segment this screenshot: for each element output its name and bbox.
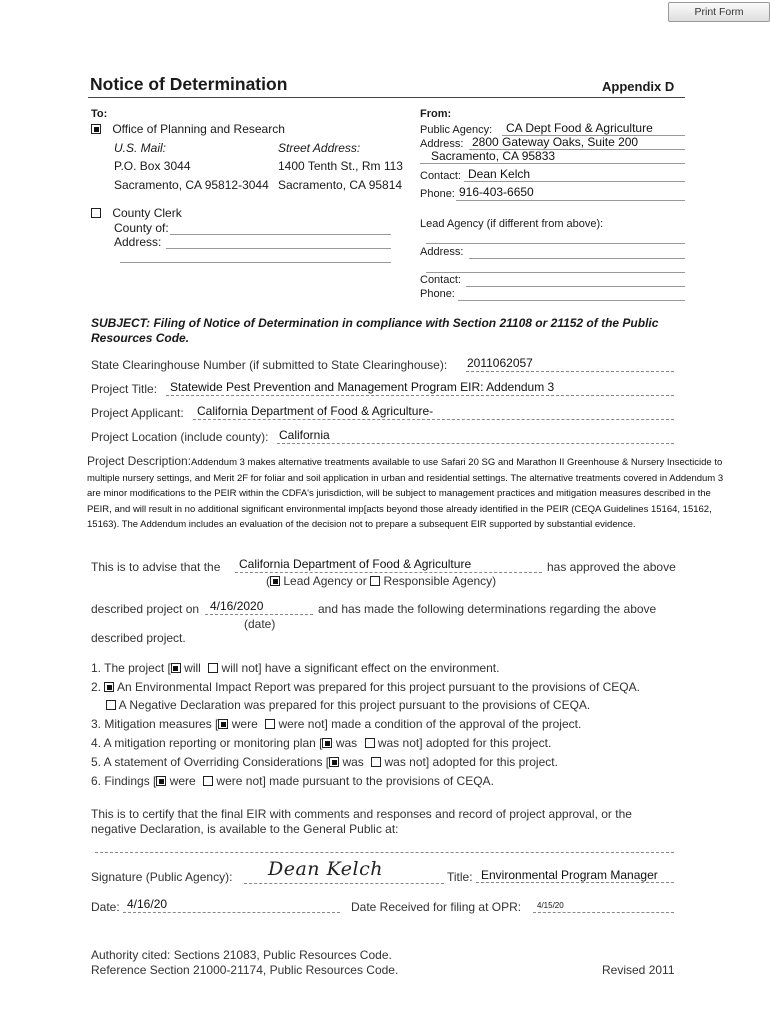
project-title-field[interactable] xyxy=(166,395,674,396)
lead-agency-label: Lead Agency (if different from above): xyxy=(420,218,604,230)
lead-address-label: Address: xyxy=(420,246,464,258)
public-agency-value: CA Dept Food & Agriculture xyxy=(506,121,653,135)
d4-prefix: 4. A mitigation reporting or monitoring plan [ xyxy=(91,736,323,750)
title-value: Environmental Program Manager xyxy=(481,868,658,882)
lead-contact-field[interactable] xyxy=(466,286,685,287)
lead-contact-label: Contact: xyxy=(420,274,461,286)
sch-field[interactable] xyxy=(466,371,674,372)
responsible-agency-checkbox[interactable] xyxy=(370,576,380,586)
opr-street-line2: Sacramento, CA 95814 xyxy=(278,178,403,192)
from-address-label: Address: xyxy=(420,138,464,150)
project-title-label: Project Title: xyxy=(91,382,158,396)
phone-label: Phone: xyxy=(420,188,455,200)
determination-2 xyxy=(91,680,640,694)
d5-was-checkbox[interactable] xyxy=(329,757,339,767)
determination-2b xyxy=(106,698,590,712)
d4-was-not-label: was not] adopted for this project. xyxy=(377,736,552,750)
project-applicant-field[interactable] xyxy=(193,419,674,420)
signature-field[interactable] xyxy=(244,883,444,884)
received-value: 4/15/20 xyxy=(537,901,564,910)
contact-field[interactable] xyxy=(464,181,685,182)
determination-4 xyxy=(91,736,551,750)
opr-mail-line2: Sacramento, CA 95812-3044 xyxy=(114,178,269,192)
approval-date-value: 4/16/2020 xyxy=(210,599,264,613)
d4-was-checkbox[interactable] xyxy=(322,738,332,748)
determination-1 xyxy=(91,661,499,675)
county-clerk-label: County Clerk xyxy=(112,206,182,220)
phone-value: 916-403-6650 xyxy=(459,185,534,199)
responsible-agency-option-label: Responsible Agency) xyxy=(383,574,497,588)
agency-role-line xyxy=(266,574,496,588)
d2-eir-label: An Environmental Impact Report was prepared for this project pursuant to the provisions of CEQA. xyxy=(117,680,640,694)
county-of-label: County of: xyxy=(114,221,169,235)
advise-agency-value: California Department of Food & Agriculture xyxy=(239,557,472,571)
approval-date-caption: (date) xyxy=(244,617,276,631)
opr-label: Office of Planning and Research xyxy=(112,122,285,136)
opr-checkbox[interactable] xyxy=(91,124,101,134)
paren-open: ( xyxy=(266,574,270,588)
contact-value: Dean Kelch xyxy=(468,167,531,181)
from-address-line1: 2800 Gateway Oaks, Suite 200 xyxy=(472,135,639,149)
d6-were-not-checkbox[interactable] xyxy=(203,776,213,786)
d5-prefix: 5. A statement of Overriding Considerations [ xyxy=(91,755,330,769)
public-agency-label: Public Agency: xyxy=(420,124,493,136)
advise-suffix: has approved the above xyxy=(547,560,676,574)
subject-line2: Resources Code. xyxy=(91,331,190,345)
d4-was-label: was xyxy=(335,736,358,750)
lead-address-field[interactable] xyxy=(469,258,685,259)
project-description-value: Addendum 3 makes alternative treatments available to use Safari 20 SG and Marathon II Greenhouse & Nursery Insecticide to multiple nursery settings, and Merit 2F for foliar and soil application in urban and residential settings. The alternative treatments covered in Addendum 3 are minor modifications to the PEIR within the CDFA's jurisdiction, will be subject to management practices and mitigation measures described in the PEIR, and will result in no additional significant environmental imp[acts beyond those already identified in the PEIR (CEQA Guidelines 15164, 15162, 15163). The Addendum includes an evaluation of the decision not to prepare a subsequent EIR supported by substantial evidence. xyxy=(87,457,724,530)
advise-prefix: This is to advise that the xyxy=(91,560,221,574)
reference-section: Reference Section 21000-21174, Public Resources Code. xyxy=(91,963,399,977)
approval-date-field[interactable] xyxy=(205,614,313,615)
project-applicant-label: Project Applicant: xyxy=(91,406,184,420)
lead-agency-field[interactable] xyxy=(426,243,685,244)
project-location-label: Project Location (include county): xyxy=(91,430,269,444)
d3-prefix: 3. Mitigation measures [ xyxy=(91,717,219,731)
described-suffix: and has made the following determinations regarding the above xyxy=(318,602,657,616)
d6-were-checkbox[interactable] xyxy=(156,776,166,786)
print-form-button[interactable]: Print Form xyxy=(668,2,770,22)
page-title: Notice of Determination xyxy=(90,74,288,94)
project-applicant-value: California Department of Food & Agriculture- xyxy=(197,404,434,418)
street-address-label: Street Address: xyxy=(278,141,361,155)
advise-agency-field[interactable] xyxy=(235,572,542,573)
d1-will-label: will xyxy=(184,661,201,675)
us-mail-label: U.S. Mail: xyxy=(114,141,167,155)
project-description-label: Project Description: xyxy=(87,454,192,468)
from-address-line2: Sacramento, CA 95833 xyxy=(431,149,556,163)
d6-were-label: were xyxy=(169,774,196,788)
d2-negdec-label: A Negative Declaration was prepared for this project pursuant to the provisions of CEQA. xyxy=(118,698,591,712)
d3-were-not-checkbox[interactable] xyxy=(265,719,275,729)
certify-line1: This is to certify that the final EIR with comments and responses and record of project approval, or the xyxy=(91,807,632,821)
from-address-field-2[interactable] xyxy=(420,163,685,164)
project-location-value: California xyxy=(279,428,330,442)
determination-6 xyxy=(91,774,494,788)
certify-line2: negative Declaration, is available to the General Public at: xyxy=(91,822,399,836)
lead-agency-option-label: Lead Agency or xyxy=(283,574,367,588)
to-label: To: xyxy=(91,108,108,120)
received-field[interactable] xyxy=(533,912,674,913)
phone-field[interactable] xyxy=(456,200,685,201)
project-title-value: Statewide Pest Prevention and Management Program EIR: Addendum 3 xyxy=(170,380,555,394)
sch-label: State Clearinghouse Number (if submitted to State Clearinghouse): xyxy=(91,358,448,372)
d2-prefix: 2. xyxy=(91,680,102,694)
signature-date-field[interactable] xyxy=(123,912,340,913)
lead-phone-field[interactable] xyxy=(458,300,685,301)
signature-date-value: 4/16/20 xyxy=(127,897,168,911)
d4-was-not-checkbox[interactable] xyxy=(365,738,375,748)
signature-date-label: Date: xyxy=(91,900,120,914)
project-description[interactable] xyxy=(87,454,727,533)
from-label: From: xyxy=(420,108,452,120)
d2-eir-checkbox[interactable] xyxy=(104,682,114,692)
d3-were-label: were xyxy=(231,717,258,731)
availability-field[interactable] xyxy=(95,852,674,853)
county-address-label: Address: xyxy=(114,235,162,249)
county-clerk-checkbox[interactable] xyxy=(91,208,101,218)
authority-cited: Authority cited: Sections 21083, Public Resources Code. xyxy=(91,948,392,962)
title-label: Title: xyxy=(447,870,473,884)
d6-prefix: 6. Findings [ xyxy=(91,774,157,788)
county-of-field[interactable] xyxy=(170,234,391,235)
lead-phone-label: Phone: xyxy=(420,288,455,300)
d1-will-not-checkbox[interactable] xyxy=(208,663,218,673)
described-prefix: described project on xyxy=(91,602,200,616)
described-end: described project. xyxy=(91,631,186,645)
received-label: Date Received for filing at OPR: xyxy=(351,900,522,914)
signature-value: Dean Kelch xyxy=(268,858,383,880)
county-address-field-2[interactable] xyxy=(120,262,391,263)
d3-were-not-label: were not] made a condition of the approval of the project. xyxy=(278,717,582,731)
d1-will-checkbox[interactable] xyxy=(171,663,181,673)
opr-street-line1: 1400 Tenth St., Rm 113 xyxy=(278,159,403,173)
d1-prefix: 1. The project [ xyxy=(91,661,171,675)
lead-address-field-2[interactable] xyxy=(426,272,685,273)
contact-label: Contact: xyxy=(420,170,461,182)
d5-was-label: was xyxy=(342,755,364,769)
d2-negdec-checkbox[interactable] xyxy=(106,700,116,710)
signature-label: Signature (Public Agency): xyxy=(91,870,233,884)
county-clerk-option[interactable] xyxy=(91,206,182,220)
d5-was-not-checkbox[interactable] xyxy=(371,757,381,767)
d5-was-not-label: was not] adopted for this project. xyxy=(384,755,558,769)
determination-5 xyxy=(91,755,558,769)
opr-option[interactable] xyxy=(91,122,285,136)
lead-agency-checkbox[interactable] xyxy=(270,576,280,586)
d6-were-not-label: were not] made pursuant to the provisions of CEQA. xyxy=(216,774,494,788)
title-field[interactable] xyxy=(476,882,674,883)
subject-line1: SUBJECT: Filing of Notice of Determination in compliance with Section 21108 or 21152 of the Public xyxy=(91,316,659,330)
opr-mail-line1: P.O. Box 3044 xyxy=(114,159,191,173)
county-address-field[interactable] xyxy=(166,248,391,249)
d3-were-checkbox[interactable] xyxy=(218,719,228,729)
sch-number: 2011062057 xyxy=(467,356,533,370)
determination-3 xyxy=(91,717,581,731)
d1-will-not-label: will not] have a significant effect on the environment. xyxy=(221,661,500,675)
appendix-label: Appendix D xyxy=(602,79,675,94)
revised-label: Revised 2011 xyxy=(602,963,675,977)
project-location-field[interactable] xyxy=(277,443,674,444)
header-rule xyxy=(88,97,685,98)
